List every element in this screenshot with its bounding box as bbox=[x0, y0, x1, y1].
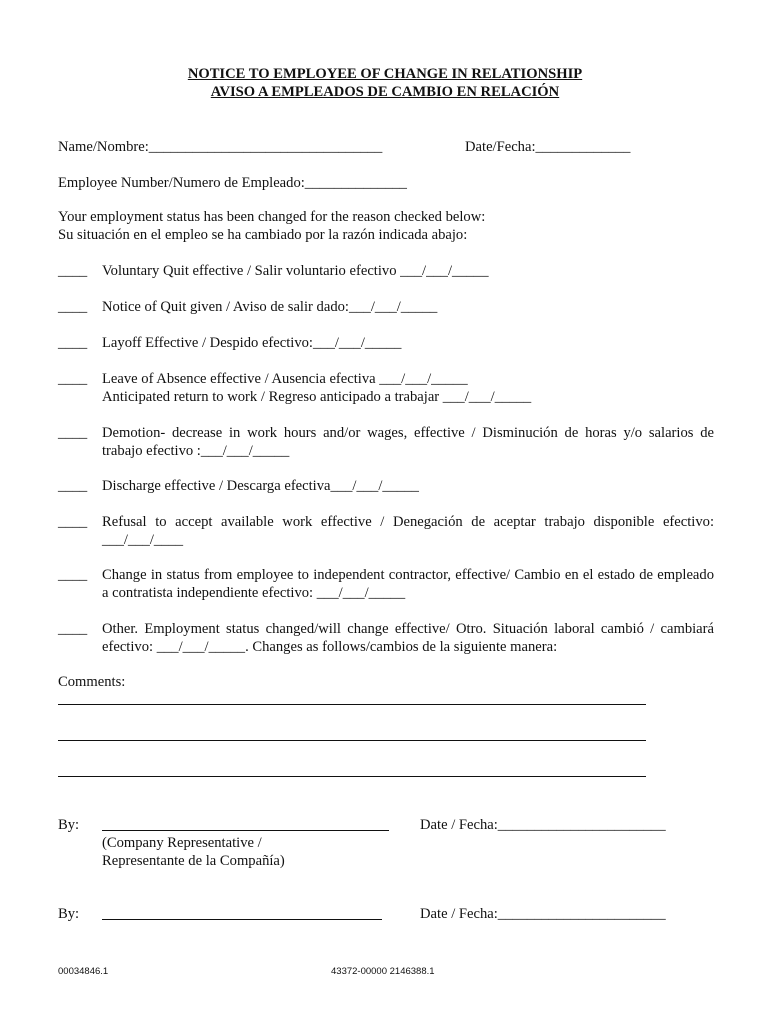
company-rep-label-1: (Company Representative / bbox=[102, 835, 262, 851]
signature-line[interactable] bbox=[102, 830, 389, 831]
comments-label: Comments: bbox=[58, 674, 126, 690]
footer-doc-id: 00034846.1 bbox=[58, 966, 109, 977]
option-demotion: Demotion- decrease in work hours and/or wages, effective / Disminución de horas y/o salarios de trabajo efectivo :___/___/_____ bbox=[102, 425, 714, 459]
option-checkbox[interactable]: ____ bbox=[58, 478, 88, 494]
signature-date-field[interactable]: Date / Fecha:_______________________ bbox=[420, 906, 666, 922]
name-field[interactable]: Name/Nombre:________________________________ bbox=[58, 139, 383, 155]
option-checkbox[interactable]: ____ bbox=[58, 514, 88, 530]
employee-number-field[interactable]: Employee Number/Numero de Empleado:______________ bbox=[58, 175, 407, 191]
option-refusal: Refusal to accept available work effective / Denegación de aceptar trabajo disponible efectivo: ___/___/____ bbox=[102, 514, 714, 548]
option-checkbox[interactable]: ____ bbox=[58, 425, 88, 441]
option-layoff: Layoff Effective / Despido efectivo:___/___/_____ bbox=[102, 335, 402, 351]
option-checkbox[interactable]: ____ bbox=[58, 263, 88, 279]
option-discharge: Discharge effective / Descarga efectiva___/___/_____ bbox=[102, 478, 419, 494]
company-rep-label-2: Representante de la Compañía) bbox=[102, 853, 285, 869]
option-checkbox[interactable]: ____ bbox=[58, 621, 88, 637]
option-checkbox[interactable]: ____ bbox=[58, 371, 88, 387]
date-field[interactable]: Date/Fecha:_____________ bbox=[465, 139, 631, 155]
option-checkbox[interactable]: ____ bbox=[58, 567, 88, 583]
option-other: Other. Employment status changed/will change effective/ Otro. Situación laboral cambió / cambiará efectivo: ___/___/_____. Changes as follows/cambios de la siguiente manera: bbox=[102, 621, 714, 655]
option-notice-of-quit: Notice of Quit given / Aviso de salir dado:___/___/_____ bbox=[102, 299, 438, 315]
signature-date-field[interactable]: Date / Fecha:_______________________ bbox=[420, 817, 666, 833]
title-spanish: AVISO A EMPLEADOS DE CAMBIO EN RELACIÓN bbox=[210, 84, 560, 100]
comments-line[interactable] bbox=[58, 740, 646, 741]
intro-spanish: Su situación en el empleo se ha cambiado por la razón indicada abajo: bbox=[58, 227, 468, 243]
intro-english: Your employment status has been changed for the reason checked below: bbox=[58, 209, 486, 225]
option-voluntary-quit: Voluntary Quit effective / Salir voluntario efectivo ___/___/_____ bbox=[102, 263, 489, 279]
option-leave-of-absence: Leave of Absence effective / Ausencia efectiva ___/___/_____ bbox=[102, 371, 468, 387]
comments-line[interactable] bbox=[58, 704, 646, 705]
footer-ref: 43372-00000 2146388.1 bbox=[331, 966, 435, 977]
by-label: By: bbox=[58, 906, 80, 922]
option-anticipated-return: Anticipated return to work / Regreso anticipado a trabajar ___/___/_____ bbox=[102, 389, 532, 405]
by-label: By: bbox=[58, 817, 80, 833]
title-english: NOTICE TO EMPLOYEE OF CHANGE IN RELATIONSHIP bbox=[187, 66, 583, 82]
option-independent-contractor: Change in status from employee to independent contractor, effective/ Cambio en el estado de empleado a contratista independiente efectivo: ___/___/_____ bbox=[102, 567, 714, 601]
option-checkbox[interactable]: ____ bbox=[58, 299, 88, 315]
option-checkbox[interactable]: ____ bbox=[58, 335, 88, 351]
comments-line[interactable] bbox=[58, 776, 646, 777]
signature-line[interactable] bbox=[102, 919, 382, 920]
